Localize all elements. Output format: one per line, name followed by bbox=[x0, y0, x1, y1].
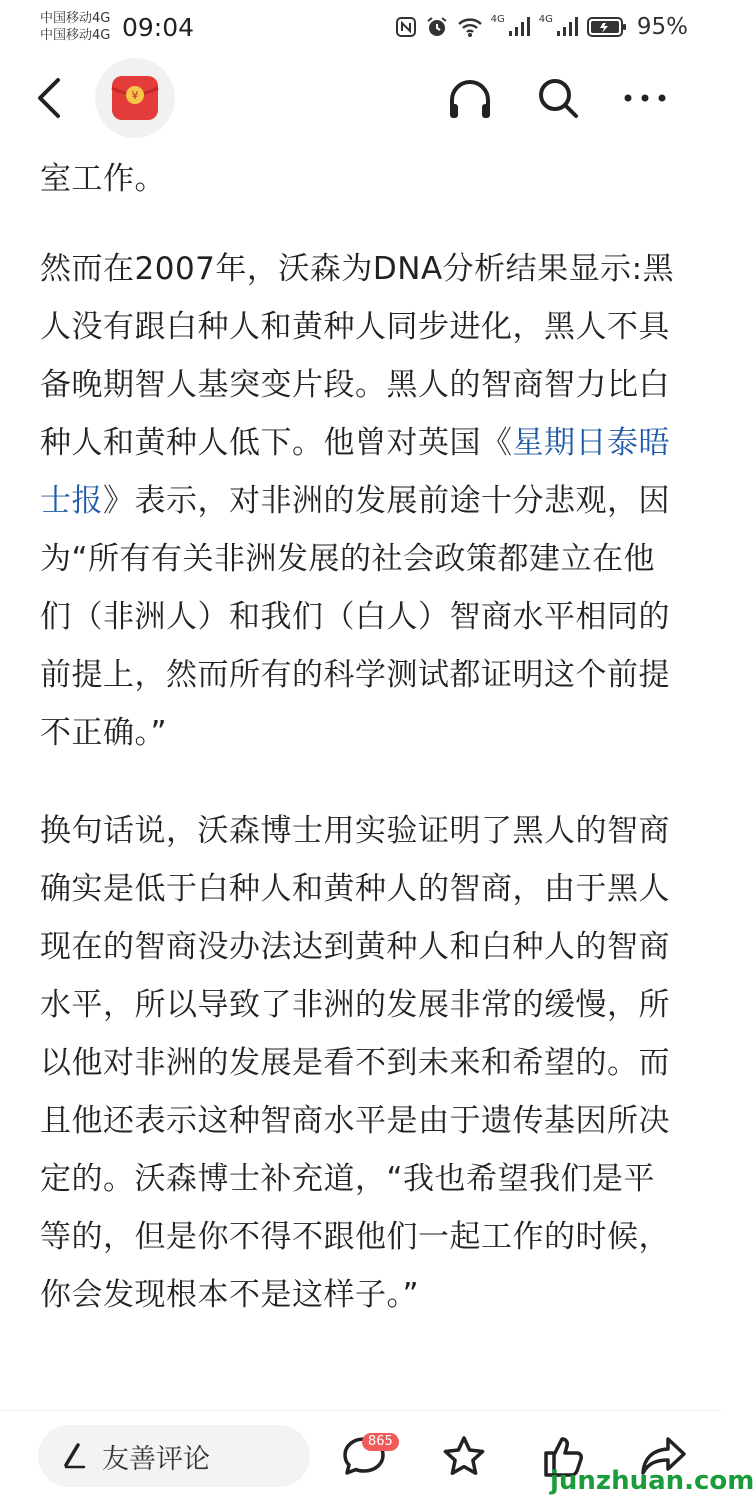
red-envelope-icon bbox=[108, 70, 162, 126]
pen-icon bbox=[62, 1442, 88, 1470]
alarm-icon bbox=[425, 15, 449, 39]
more-button[interactable] bbox=[620, 80, 670, 116]
search-button[interactable] bbox=[534, 74, 582, 122]
status-time: 09:04 bbox=[122, 13, 195, 42]
comment-input[interactable] bbox=[38, 1425, 310, 1487]
back-button[interactable] bbox=[30, 76, 70, 120]
watermark: junzhuan.com bbox=[550, 1466, 754, 1496]
article-paragraph-fragment: 室工作。 bbox=[40, 161, 166, 197]
paragraph-text: 》表示，对非洲的发展前途十分悲观，因为“所有有关非洲发展的社会政策都建立在他们（非洲人）和我们（白人）智商水平相同的前提上，然而所有的科学测试都证明这个前提不正确。” bbox=[40, 483, 670, 751]
newspaper-link[interactable]: 星期日泰晤士报 bbox=[40, 425, 670, 519]
battery-percent: 95% bbox=[636, 14, 688, 40]
search-icon bbox=[534, 74, 582, 122]
chevron-left-icon bbox=[30, 76, 70, 120]
article-paragraph bbox=[40, 240, 685, 762]
network-type-1: 4G bbox=[490, 13, 505, 25]
headphones-icon bbox=[446, 76, 494, 122]
status-icons bbox=[395, 14, 688, 40]
paragraph-text: 然而在2007年，沃森为DNA分析结果显示:黑人没有跟白种人和黄种人同步进化，黑人不具备晚期智人基突变片段。黑人的智商智力比白种人和黄种人低下。他曾对英国《 bbox=[40, 251, 675, 461]
carrier-info bbox=[40, 10, 110, 44]
nfc-icon bbox=[395, 16, 417, 38]
signal-icon bbox=[555, 16, 579, 38]
wifi-icon bbox=[457, 16, 483, 38]
carrier-2: 中国移动4G bbox=[40, 28, 111, 43]
star-icon bbox=[440, 1433, 488, 1481]
svg-text:¥: ¥ bbox=[131, 89, 139, 102]
article-body bbox=[40, 150, 685, 1324]
more-dots-icon bbox=[620, 80, 670, 116]
battery-icon bbox=[587, 16, 627, 38]
top-navigation-bar bbox=[0, 58, 722, 138]
listen-button[interactable] bbox=[446, 76, 494, 122]
comment-count-badge: 865 bbox=[362, 1433, 399, 1451]
carrier-1: 中国移动4G bbox=[40, 11, 111, 26]
network-type-2: 4G bbox=[538, 13, 553, 25]
article-paragraph: 换句话说，沃森博士用实验证明了黑人的智商确实是低于白种人和黄种人的智商，由于黑人现在的智商没办法达到黄种人和白种人的智商水平，所以导致了非洲的发展非常的缓慢，所以他对非洲的发展是看不到未来和希望的。而且他还表示这种智商水平是由于遗传基因所决定的。沃森博士补充道，“我也希望我们是平等的，但是你不得不跟他们一起工作的时候，你会发现根本不是这样子。” bbox=[40, 813, 670, 1313]
favorite-button[interactable] bbox=[440, 1433, 488, 1481]
signal-icon bbox=[507, 16, 531, 38]
avatar[interactable] bbox=[95, 58, 175, 138]
comment-placeholder: 友善评论 bbox=[102, 1443, 210, 1475]
status-bar bbox=[0, 0, 722, 56]
